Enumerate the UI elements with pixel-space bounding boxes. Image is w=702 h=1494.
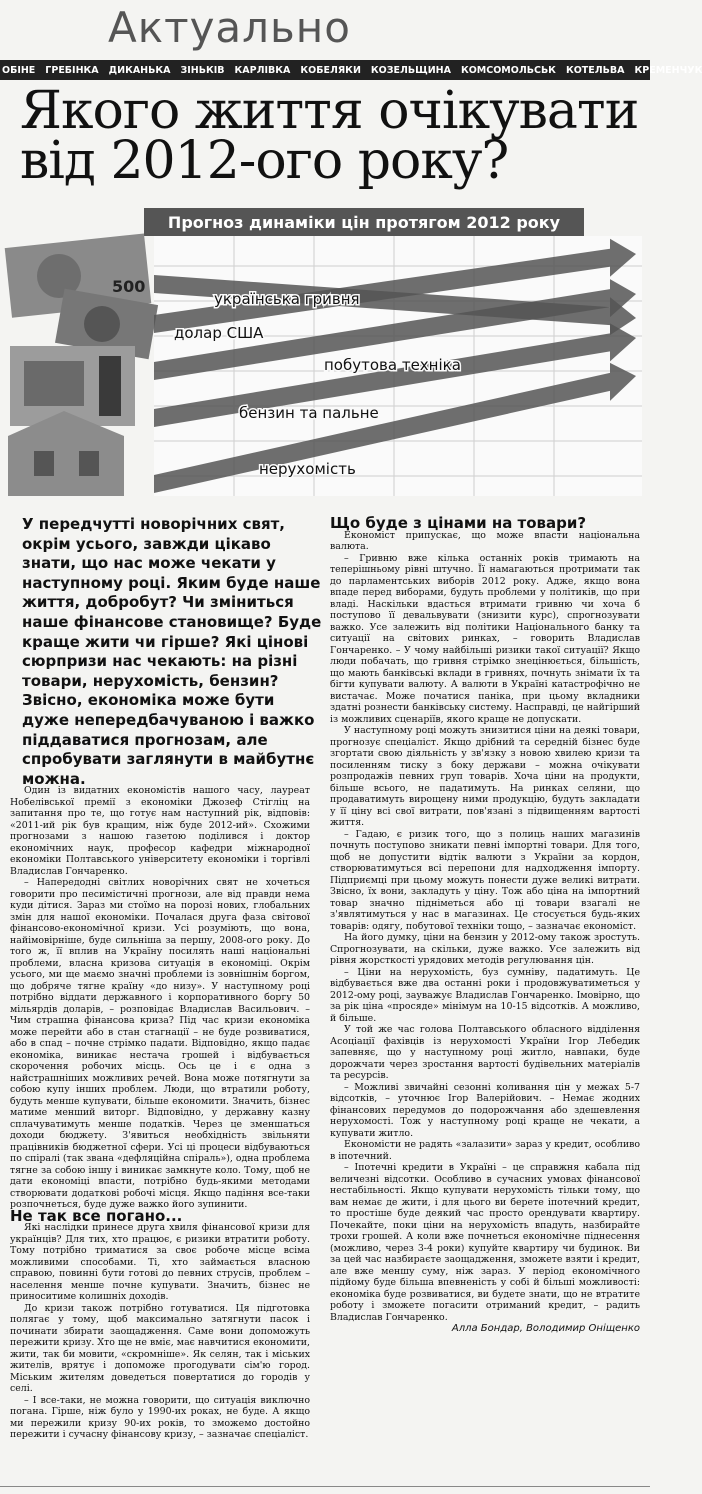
paragraph: – Ціни на нерухомість, буз сумніву, падатимуть. Це відбувається вже два останні роки і продовжуватиметься у 2012-ому році, зауважує Владислав Гончаренко. Імовірно, що за рік ціна «просяде» мінімум на 10-15 відсотків. А можливо, й більше. (330, 966, 640, 1024)
town-label: КОМСОМОЛЬСЬК (460, 64, 556, 76)
town-label: ЗІНЬКІВ (180, 64, 225, 76)
dollar-portrait (84, 306, 120, 342)
town-label: ГРЕБІНКА (45, 64, 99, 76)
arrow-label: бензин та пальне (239, 404, 379, 422)
paragraph: На його думку, ціни на бензин у 2012-ому також зростуть. Спрогнозувати, на скільки, дуже важко. Усе залежить від рівня жорсткості урядових методів регулювання цін. (330, 932, 640, 966)
subheading: Не так все погано... (10, 1206, 183, 1225)
arrow-label: долар США (174, 324, 264, 342)
paragraph: Економісти не радять «залазити» зараз у кредит, особливо в іпотечний. (330, 1139, 640, 1162)
town-label: КОТЕЛЬВА (565, 64, 625, 76)
headline-line-2: від 2012-ого року? (20, 131, 509, 191)
headline-line-1: Якого життя очікувати (20, 81, 639, 141)
chart-title: Прогноз динаміки цін протягом 2012 року (167, 213, 561, 232)
paragraph: У той же час голова Полтавського обласного відділення Асоціації фахівців із нерухомості України Ігор Лебедик запевняє, що у наступному році житло, навпаки, буде дорожчати через зростання вартості будівельних матеріалів та ресурсів. (330, 1024, 640, 1081)
town-label: КОБЕЛЯКИ (300, 64, 361, 76)
lead-paragraph: У передчутті новорічних свят, окрім усього, завжди цікаво знати, що нас може чекати у наступному році. Яким буде наше життя, добробут? Чи зміниться наше фінансове становище? Буде краще жити чи гірше? Які цінові сюрпризи нас чекають: на різні товари, нерухомість, бензин? Звісно, економіка може бути дуже непередбачуваною і важко піддаватися прогнозам, але спробувати заглянути в майбутнє можна. (22, 515, 322, 788)
paragraph: Один із видатних економістів нашого часу, лауреат Нобелівської премії з економіки Джозеф Стігліц на запитання про те, що готує нам наступний рік, відповів: «2011-ий рік був кращим, ніж буде 2012-ий». Схожими прогнозами з нашою газетою поділився і доктор економічних наук, професор кафедри міжнародної економіки Полтавського університету економіки і торгівлі Владислав Гончаренко. (10, 785, 310, 877)
town-label: ОБІНЕ (2, 64, 36, 76)
town-label: ДИКАНЬКА (108, 64, 171, 76)
towns-strip (0, 60, 702, 80)
money-collage (5, 233, 158, 496)
article-column-left (10, 785, 310, 1475)
arrow-label: українська гривня (214, 290, 360, 308)
paragraph: Які наслідки принесе друга хвиля фінансової кризи для українців? Для тих, хто працює, є ризики втратити роботу. Тому потрібно триматися за своє робоче місце всіма можливими способами. Ті, хто займається власною справою, повинні бути готові до певних струсів, проблем – населення менше почне купувати. Значить, бізнес не приноситиме колишніх доходів. (10, 1222, 310, 1302)
banknote-value: 500 (112, 277, 146, 296)
paragraph: У наступному році можуть знизитися ціни на деякі товари, прогнозує спеціаліст. Якщо дрібний та середній бізнес буде згортати свою діяльність у зв'язку з новою хвилею кризи та посиленням тиску з боку держави – можна очікувати розпродажів певних груп товарів. Хоча ціни на продукти, більше всього, не падатимуть. На ринках селяни, що продаватимуть вирощену ними продукцію, будуть закладати у її ціну всі свої витрати, пов'язані з підвищенням вартості життя. (330, 725, 640, 828)
arrow-label: нерухомість (259, 460, 356, 478)
town-label: КОЗЕЛЬЩИНА (370, 64, 451, 76)
price-forecast-chart (4, 206, 646, 506)
author-byline: Алла Бондар, Володимир Оніщенко (451, 1323, 640, 1334)
paragraph: – Іпотечні кредити в Україні – це справжня кабала під величезні відсотки. Особливо в сучасних умовах фінансової нестабільності. Якщо купувати нерухомість тільки тому, що вам немає де жити, і для цього ви берете іпотечний кредит, то простіше буде деякий час просто орендувати квартиру. Почекайте, поки ціни на нерухомість впадуть, назбирайте трохи грошей. А коли вже почнеться економічне піднесення (можливо, через 3-4 роки) купуйте квартиру чи будинок. Ви за цей час назбираєте заощадження, зможете взяти і кредит, але вже меншу суму, ніж зараз. У період економічного підйому буде більша впевненість у собі й більші можливості: економіка буде розвиватися, ви будете знати, що не втратите роботу і зможете погасити отриманий кредит, – радить Владислав Гончаренко. (330, 1162, 640, 1323)
town-label: КРЕМЕНЧУК (634, 64, 702, 76)
paragraph: – Гадаю, є ризик того, що з полиць наших магазинів почнуть поступово зникати певні імпортні товари. Для того, щоб не допустити відтік валюти з України за кордон, створюватимуться всі перепони для надходження імпорту. Підприємці при цьому можуть понести дуже великі витрати. Звісно, їх вони, закладуть у ціну. Тож або ціна на імпортний товар значно підніметься або ці товари взагалі не з'являтимуться у нас в магазинах. Це стосується будь-яких товарів: одягу, побутової техніки тощо, – зазначає економіст. (330, 828, 640, 932)
section-title: Актуально (108, 3, 351, 52)
article-column-right (330, 514, 640, 1468)
subheading: Що буде з цінами на товари? (330, 514, 587, 532)
paragraph: – Напередодні світлих новорічних свят не хочеться говорити про песимістичні прогнози, але від правди нема куди дітися. Зараз ми стоїмо на порозі нових, глобальних змін для нашої економіки. Почалася друга фаза світової фінансово-економічної кризи. Усі розуміють, що вона, найімовірніше, буде сильніша за першу, 2008-ого року. До того ж, її вплив на Україну посилять наші національні проблеми, власна кризова ситуація в економіці. Окрім усього, ми ще маємо значні проблеми із зовнішнім боргом, що добряче тягне країну «до низу». У наступному році потрібно віддати державного і корпоративного боргу 50 мільярдів доларів, – розповідає Владислав Васильович. – Чим страшна фінансова криза? Під час кризи економіка може перейти або в стан стагнації – не буде розвиватися, або в спад – почне стрімко падати. Відповідно, якщо падає економіка, виникає нестача грошей і відбувається скорочення робочих місць. Ось це і є одна з найстрашніших можливих речей. Вона може потягнути за собою купу інших проблем. Люди, що втратили роботу, будуть менше купувати, більше економити. Значить, бізнес матиме менший виторг. Відповідно, у державну казну сплачуватимуть менше податків. Через це зменшаться доходи бюджету. З'явиться необхідність звільняти працівників бюджетної сфери. Усі ці процеси відбуваються по спіралі (так звана «дефляційна спіраль»), одна проблема тягне за собою іншу і виникає замкнуте коло. Тому, щоб не дати економіці впасти, потрібно будь-якими методами створювати додаткові робочі місця. Якщо падіння все-таки розпочнеться, буде дуже важко його зупинити. (10, 877, 310, 1210)
town-label: КАРЛІВКА (234, 64, 291, 76)
paragraph: – Гривню вже кілька останніх років тримають на теперішньому рівні штучно. Її намагаються протримати так до парламентських виборів 2012 року. Адже, якщо вона впаде перед виборами, будуть проблеми у політиків, що при владі. Наскільки вдасться втримати гривню чи хоча б поступово її девальвувати (знизити курс), спрогнозувати важко. Усе залежить від політики Національного банку та ситуації на світових ринках, – говорить Владислав Гончаренко. – У чому найбільші ризики такої ситуації? Якщо люди побачать, що гривня стрімко знецінюється, більшість, що мають банківські вклади в гривнях, почнуть знімати їх та бігти купувати валюту. А валюти в Україні катастрофічно не вистачає. Може початися паніка, при цьому вкладники здатні рознести банківську систему. Насправді, це найгірший із можливих сценаріїв, якого краще не допускати. (330, 552, 640, 725)
paragraph: – І все-таки, не можна говорити, що ситуація виключно погана. Гірше, ніж було у 1990-их роках, не буде. А якщо ми пережили кризу 90-их років, то зможемо достойно пережити і сучасну фінансову кризу, – зазначає спеціаліст. (10, 1394, 310, 1440)
paragraph: – Можливі звичайні сезонні коливання цін у межах 5-7 відсотків, – уточнює Ігор Валерійович. – Немає жодних фінансових передумов до подорожчання або здешевлення нерухомості. Тож у наступному році краще не чекати, а купувати житло. (330, 1081, 640, 1139)
headline (20, 81, 640, 191)
arrow-label: побутова техніка (324, 356, 461, 374)
appliance-screen (24, 361, 84, 406)
paragraph: До кризи також потрібно готуватися. Ця підготовка полягає у тому, щоб максимально затягнути пасок і починати збирати заощадження. Саме вони допоможуть пережити кризу. Хто ще не вміє, має навчитися економити, жити, так би мовити, «скромніше». Як селян, так і міських жителів, врятує і допоможе прогодувати сім'ю город. Міським жителям доведеться повертатися до городів у селі. (10, 1302, 310, 1394)
fuel-nozzle (99, 356, 121, 416)
paragraph: Економіст припускає, що може впасти національна валюта. (330, 529, 640, 552)
bottom-rule (0, 1486, 650, 1487)
